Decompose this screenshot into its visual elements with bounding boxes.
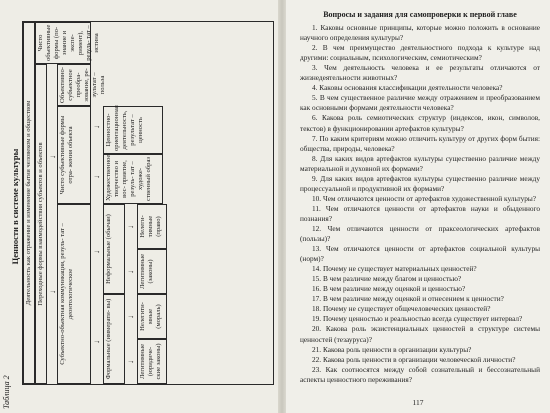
questions-title: Вопросы и задания для самопроверки к первой главе xyxy=(323,10,517,19)
question: 23. Как соотносятся между собой сознательный и бессознательный аспекты ценностного переживания? xyxy=(300,364,540,384)
legit-legal-cell: Легитимные (юридиче- ские законы) xyxy=(137,339,167,384)
question: 12. Чем отличаются ценности от праксеологических артефактов (пользы)? xyxy=(300,223,540,244)
question: 11. Чем отличаются ценности от артефактов науки и обыденного познания? xyxy=(300,203,540,223)
illegit-right-cell: Нелеги- тимные (право) xyxy=(137,204,167,249)
question: 3. Чем деятельность человека и ее результаты отличаются от жизнедеятельности животных? xyxy=(300,63,540,83)
values-table xyxy=(22,21,274,385)
formal-cell: Формальные (иммерати- вы) xyxy=(103,294,125,384)
right-page xyxy=(286,0,550,413)
question: 17. В чем различие между оценкой и отнесением к ценности? xyxy=(312,294,504,304)
question: 7. По каким критериям можно отличить культуру от других форм бытия: общества, природы, человека? xyxy=(300,133,540,153)
subjective-forms-header: Чисто субъективные формы отра- жения объекта xyxy=(57,106,91,204)
book-gutter xyxy=(278,0,286,413)
row-activity: Деятельность как отражение и изменение бытия человеком и обществом xyxy=(23,22,35,384)
question: 6. Какова роль семиотических структур (индексов, икон, символов, текстов) в функционировании артефактов культуры? xyxy=(300,113,540,133)
question: 13. Чем отличаются ценности от артефактов социальной культуры (норм)? xyxy=(300,244,540,264)
arrow-down-icon: ↓ xyxy=(48,290,57,294)
arrow-down-icon: ↓ xyxy=(92,125,101,129)
row-transitional-forms: Переходные формы взаимодействия субъектов и объектов xyxy=(35,64,47,384)
question: 4. Каковы основания классификации деятельности человека? xyxy=(312,83,503,93)
question: 18. Почему не существует общечеловеческих ценностей? xyxy=(312,304,491,314)
question: 8. Для каких видов артефактов культуры существенно различие между материальной и духовной их формами? xyxy=(300,153,540,173)
question: 5. В чем существенное различие между отражением и преобразованием как основными формами деятельности человека? xyxy=(300,93,540,113)
arrow-down-icon: ↓ xyxy=(92,250,101,254)
question: 14. Почему не существует материальных ценностей? xyxy=(312,264,477,274)
subject-object-header: Субъектно-объектная коммуникация, резуль- тат – деонтологическое xyxy=(57,204,91,384)
arrow-down-icon: ↓ xyxy=(92,175,101,179)
objective-act-cell: Объективно- субъектное преобра- зование, ре- зультат – польза xyxy=(57,64,91,106)
arrow-down-icon: ↓ xyxy=(126,360,135,364)
objective-forms-cell: Чисто объективные формы (по- знание и экспе- римент), резуль- тат – истина xyxy=(35,22,91,64)
question: 16. В чем различие между оценкой и ценностью? xyxy=(312,284,466,294)
table-label: Таблица 2 xyxy=(2,375,11,409)
question: 15. В чем различие между благом и ценностью? xyxy=(312,274,462,284)
question: 20. Какова роль экзистенциальных ценностей в структуре системы ценностей (тезауруса)? xyxy=(300,324,540,344)
arrow-down-icon: ↓ xyxy=(126,270,135,274)
question: 2. В чем преимущество деятельностного подхода к культуре над другими: социальным, психологическим, семиотическим? xyxy=(300,43,540,63)
question: 9. Для каких видов артефактов культуры существенно различие между процессуальной и продуктивной их формами? xyxy=(300,173,540,193)
arrow-down-icon: ↓ xyxy=(92,340,101,344)
illegit-moral-cell: Нелегити- мные (мораль) xyxy=(137,294,167,339)
table-title: Ценности в системе культуры xyxy=(10,148,20,265)
question: 21. Какова роль ценности в организации культуры? xyxy=(312,344,472,354)
arrow-down-icon: ↓ xyxy=(126,225,135,229)
legit-laws-cell: Легитимные (законы) xyxy=(137,249,167,294)
arrow-down-icon: ↓ xyxy=(48,155,57,159)
question: 10. Чем отличаются ценности от артефактов художественной культуры? xyxy=(312,193,537,203)
informal-cell: Неформальные (обычаи) xyxy=(103,204,125,294)
page-number: 117 xyxy=(412,398,424,407)
question: 19. Почему ценностью и реальностью всегда существует интервал? xyxy=(312,314,523,324)
value-orientation-cell: Ценностно- ориентационная деятельность, результат – ценность xyxy=(103,106,163,154)
question: 1. Каковы основные принципы, которые можно положить в основание научного определения культуры? xyxy=(300,23,540,43)
questions-block xyxy=(300,10,540,385)
arrow-down-icon: ↓ xyxy=(126,315,135,319)
artistic-cell: Художественное творчество и вос- приятие, резуль- тат – художе- ственный образ xyxy=(103,154,163,204)
question: 22. Какова роль ценности в организации человеческой личности? xyxy=(312,354,516,364)
